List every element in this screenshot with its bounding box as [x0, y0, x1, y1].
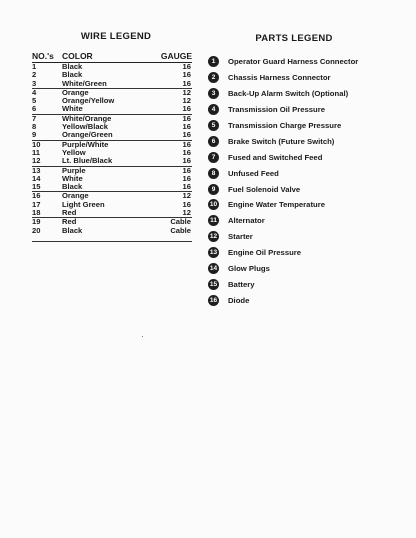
wire-number: 16: [32, 191, 41, 201]
wire-gauge: Cable: [170, 217, 191, 227]
wire-gauge: 16: [182, 122, 191, 132]
wire-gauge: 16: [182, 165, 191, 175]
wire-number: 1: [32, 62, 37, 71]
number-badge-icon: 3: [208, 88, 219, 99]
wire-number: 13: [32, 165, 41, 175]
part-item: [208, 276, 398, 292]
wire-number: 6: [32, 104, 37, 114]
wire-number: 15: [32, 182, 41, 192]
part-label: Chassis Harness Connector: [228, 73, 331, 83]
part-item: [208, 165, 398, 181]
part-label: Alternator: [228, 216, 265, 226]
wire-legend-header: [32, 51, 192, 63]
part-item: [208, 54, 398, 70]
header-gauge: GAUGE: [160, 51, 192, 61]
part-item: [208, 86, 398, 102]
header-color: COLOR: [62, 51, 93, 61]
wire-color: Purple/White: [62, 139, 109, 149]
wire-row: [32, 183, 192, 192]
part-item: [208, 261, 398, 277]
wire-row: [32, 167, 192, 175]
wire-color: Light Green: [62, 199, 105, 209]
part-label: Back-Up Alarm Switch (Optional): [228, 89, 349, 99]
part-item: [208, 245, 398, 261]
part-item: [208, 213, 398, 229]
wire-color: White: [62, 173, 83, 183]
part-label: Glow Plugs: [228, 264, 270, 274]
number-badge-icon: 5: [208, 120, 219, 131]
part-item: [208, 102, 398, 118]
wire-color: White/Green: [62, 78, 107, 88]
part-item: [208, 292, 398, 308]
wire-color: Orange/Green: [62, 130, 113, 140]
wire-gauge: 12: [182, 96, 191, 106]
part-item: [208, 181, 398, 197]
wire-color: White: [62, 104, 83, 114]
wire-number: 5: [32, 96, 37, 106]
wire-color: Black: [62, 182, 83, 192]
wire-gauge: 16: [182, 173, 191, 183]
wire-row: [32, 80, 192, 89]
wire-legend-end-rule: [32, 241, 192, 242]
wire-row: [32, 149, 192, 157]
wire-number: 10: [32, 139, 41, 149]
part-item: [208, 133, 398, 149]
wire-row: [32, 192, 192, 200]
wire-gauge: 12: [182, 191, 191, 201]
number-badge-icon: 8: [208, 168, 219, 179]
wire-color: Orange: [62, 191, 89, 201]
parts-legend-title: PARTS LEGEND: [255, 33, 333, 44]
part-label: Engine Oil Pressure: [228, 248, 302, 258]
wire-number: 7: [32, 113, 37, 123]
wire-color: Black: [62, 62, 83, 71]
part-label: Operator Guard Harness Connector: [228, 57, 359, 67]
number-badge-icon: 15: [209, 280, 218, 288]
wire-color: Black: [62, 70, 83, 80]
wire-gauge: 16: [182, 139, 191, 149]
number-badge-icon: 13: [209, 249, 218, 257]
wire-number: 12: [32, 156, 41, 166]
part-label: Battery: [228, 279, 255, 289]
part-label: Brake Switch (Future Switch): [228, 136, 335, 146]
number-badge-icon: 16: [209, 296, 218, 304]
wire-number: 14: [32, 173, 41, 183]
wire-gauge: 16: [182, 182, 191, 192]
number-badge-icon: 6: [208, 136, 219, 147]
wire-gauge: 16: [182, 113, 191, 123]
wire-gauge: 16: [182, 147, 191, 157]
wire-gauge: 16: [182, 70, 191, 80]
wire-gauge: 16: [182, 130, 191, 140]
wire-gauge: 16: [182, 62, 191, 71]
number-badge-icon: 7: [208, 152, 219, 163]
wire-number: 2: [32, 70, 37, 80]
wire-row: [32, 218, 192, 226]
wire-number: 19: [32, 217, 41, 227]
wire-legend-rows: [32, 63, 192, 235]
part-label: Fuel Solenoid Valve: [228, 184, 301, 194]
wire-row: [32, 105, 192, 114]
wire-number: 20: [32, 225, 41, 235]
header-no: NO.'s: [32, 51, 54, 61]
wire-color: Black: [62, 225, 83, 235]
wire-color: Red: [62, 217, 77, 227]
wire-gauge: 16: [182, 78, 191, 88]
part-label: Starter: [228, 232, 253, 242]
wire-color: Lt. Blue/Black: [62, 156, 113, 166]
wire-color: Yellow: [62, 147, 86, 157]
wire-number: 18: [32, 208, 41, 218]
wire-row: [32, 201, 192, 209]
wire-gauge: 16: [182, 104, 191, 114]
wire-legend-title: WIRE LEGEND: [80, 31, 152, 42]
number-badge-icon: 10: [209, 201, 218, 209]
part-label: Engine Water Temperature: [228, 200, 325, 210]
wire-row: [32, 71, 192, 79]
part-item: [208, 229, 398, 245]
wire-gauge: 12: [182, 208, 191, 218]
part-label: Fused and Switched Feed: [228, 152, 323, 162]
parts-legend-list: [208, 54, 398, 308]
number-badge-icon: 12: [209, 233, 218, 241]
part-item: [208, 197, 398, 213]
wire-row: [32, 157, 192, 166]
wire-row: [32, 131, 192, 140]
number-badge-icon: 1: [208, 56, 219, 67]
wire-row: [32, 227, 192, 235]
wire-color: Yellow/Black: [62, 122, 109, 132]
part-label: Diode: [228, 295, 250, 305]
wire-row: [32, 97, 192, 105]
wire-number: 11: [32, 147, 41, 157]
wire-color: Orange: [62, 87, 89, 97]
wire-legend: [32, 31, 192, 242]
wire-row: [32, 141, 192, 149]
part-label: Unfused Feed: [228, 168, 279, 178]
wire-gauge: 16: [182, 199, 191, 209]
number-badge-icon: 11: [208, 215, 219, 226]
part-label: Transmission Charge Pressure: [228, 121, 342, 130]
number-badge-icon: 2: [208, 72, 219, 83]
wire-row: [32, 63, 192, 71]
wire-row: [32, 115, 192, 123]
wire-number: 4: [32, 87, 37, 97]
parts-legend: [208, 33, 398, 308]
wire-row: [32, 209, 192, 218]
wire-color: Red: [62, 208, 77, 218]
wire-color: White/Orange: [62, 113, 112, 123]
part-item: [208, 149, 398, 165]
wire-number: 3: [32, 78, 37, 88]
paper-speck: [142, 336, 143, 337]
wire-number: 8: [32, 122, 37, 132]
number-badge-icon: 14: [209, 265, 218, 273]
part-item: [208, 118, 398, 134]
wire-color: Orange/Yellow: [62, 96, 115, 106]
wire-color: Purple: [62, 165, 86, 175]
wire-gauge: 12: [182, 87, 191, 97]
wire-row: [32, 175, 192, 183]
part-item: [208, 70, 398, 86]
number-badge-icon: 4: [208, 104, 219, 115]
wire-number: 9: [32, 130, 37, 140]
wire-number: 17: [32, 199, 41, 209]
wire-gauge: 16: [182, 156, 191, 166]
number-badge-icon: 9: [208, 184, 219, 195]
wire-gauge: Cable: [170, 225, 191, 235]
part-label: Transmission Oil Pressure: [228, 105, 325, 115]
